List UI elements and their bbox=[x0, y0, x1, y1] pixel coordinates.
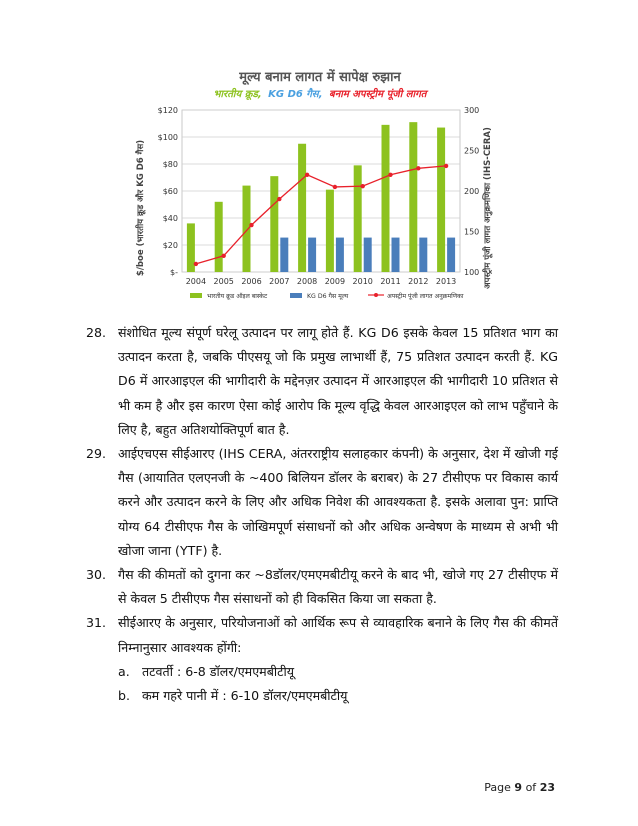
subtitle-gas: KG D6 गैस, bbox=[268, 89, 323, 100]
bar-gas-2013 bbox=[447, 238, 455, 272]
paragraph-29 bbox=[86, 442, 558, 563]
legend-label-0: भारतीय क्रूड ऑइल बास्केट bbox=[207, 293, 268, 300]
paragraph-28 bbox=[86, 321, 558, 442]
y2-tick-label: 250 bbox=[464, 146, 480, 156]
paragraph-31 bbox=[86, 611, 558, 659]
point-cost-2005 bbox=[222, 254, 226, 258]
body-text bbox=[86, 321, 558, 708]
point-cost-2012 bbox=[416, 166, 420, 170]
bar-gas-2012 bbox=[419, 238, 427, 272]
page-footer bbox=[484, 781, 555, 794]
footer-separator: of bbox=[522, 781, 540, 794]
paragraph-text: संशोधित मूल्य संपूर्ण घरेलू उत्पादन पर लागू होते हैं. KG D6 इसके केवल 15 प्रतिशत भाग का उत्पादन करता है, जबकि पीएसयू जो कि प्रमुख लाभार्थी हैं, 75 प्रतिशत उत्पादन करती हैं. KG D6 में आरआइएल की भागीदारी के मद्देनज़र उत्पादन में आरआइएल की भागीदारी 10 प्रतिशत से भी कम है और इस कारण ऐसा कोई आरोप कि मूल्य वृद्धि केवल आरआइएल को लाभ पहुँचाने के लिए है, बहुत अतिशयोक्तिपूर्ण बात है. bbox=[118, 325, 558, 437]
footer-total-pages: 23 bbox=[539, 781, 555, 794]
chart-legend bbox=[190, 292, 464, 300]
subitem-text: कम गहरे पानी में : 6-10 डॉलर/एमएमबीटीयू bbox=[142, 688, 348, 704]
subtitle-cost: बनाम अपस्ट्रीम पूंजी लागत bbox=[328, 89, 427, 100]
point-cost-2011 bbox=[388, 173, 392, 177]
subitem-text: तटवर्ती : 6-8 डॉलर/एमएमबीटीयू bbox=[142, 663, 295, 679]
paragraph-30 bbox=[86, 563, 558, 611]
y2-tick-label: 150 bbox=[464, 227, 480, 237]
bar-gas-2010 bbox=[364, 238, 372, 272]
y2-tick-label: 200 bbox=[464, 187, 480, 196]
point-cost-2004 bbox=[194, 262, 198, 266]
bar-crude-2005 bbox=[215, 202, 223, 272]
y-tick-label: $80 bbox=[162, 160, 178, 169]
x-tick-label: 2008 bbox=[296, 277, 318, 286]
bar-crude-2008 bbox=[298, 144, 306, 272]
bar-crude-2013 bbox=[437, 128, 445, 272]
subitem-marker: a. bbox=[118, 663, 130, 679]
y-tick-label: $60 bbox=[162, 187, 178, 196]
subitem-a bbox=[86, 660, 558, 684]
paragraph-text: आईएचएस सीईआरए (IHS CERA, अंतरराष्ट्रीय सलाहकार कंपनी) के अनुसार, देश में खोजी गई गैस (आयातित एलएनजी के ~400 बिलियन डॉलर के बराबर) के 27 टीसीएफ पर विकास कार्य करने और उत्पादन करने के लिए और अधिक निवेश की आवश्यकता है. इसके अलावा पुन: प्राप्ति योग्य 64 टीसीएफ गैस के जोखिमपूर्ण संसाधनों को और अधिक अन्वेषण के माध्यम से अभी भी खोजा जाना (YTF) है. bbox=[118, 446, 558, 558]
paragraph-number: 31. bbox=[86, 615, 107, 631]
bar-gas-2008 bbox=[308, 238, 316, 272]
price-vs-cost-chart bbox=[130, 58, 500, 320]
paragraph-number: 30. bbox=[86, 567, 107, 583]
legend-marker-2 bbox=[374, 293, 378, 297]
point-cost-2009 bbox=[333, 185, 337, 189]
x-tick-label: 2012 bbox=[408, 277, 429, 286]
bar-gas-2007 bbox=[280, 238, 288, 272]
x-tick-label: 2013 bbox=[435, 277, 457, 286]
bar-crude-2012 bbox=[409, 122, 417, 272]
y-tick-label: $120 bbox=[157, 106, 178, 115]
y-tick-label: $100 bbox=[157, 133, 178, 142]
point-cost-2008 bbox=[305, 173, 309, 177]
paragraph-number: 28. bbox=[86, 325, 107, 340]
x-tick-label: 2006 bbox=[241, 277, 262, 286]
point-cost-2010 bbox=[361, 184, 365, 188]
x-tick-label: 2005 bbox=[213, 277, 234, 286]
point-cost-2006 bbox=[249, 223, 253, 227]
y2-tick-label: 100 bbox=[464, 268, 480, 277]
x-tick-label: 2010 bbox=[352, 277, 373, 286]
x-tick-label: 2004 bbox=[185, 277, 207, 286]
subitem-marker: b. bbox=[118, 688, 130, 704]
point-cost-2007 bbox=[277, 197, 281, 201]
y2-tick-label: 300 bbox=[464, 106, 480, 115]
subitem-b bbox=[86, 684, 558, 708]
y-axis-label: $/boe (भारतीय क्रूड और KG D6 गैस) bbox=[136, 139, 146, 277]
chart-title: मूल्य बनाम लागत में सापेक्ष रुझान bbox=[239, 70, 401, 85]
paragraph-text: सीईआरए के अनुसार, परियोजनाओं को आर्थिक रूप से व्यावहारिक बनाने के लिए गैस की कीमतें निम्नानुसार आवश्यक होंगी: bbox=[118, 615, 558, 655]
bar-crude-2004 bbox=[187, 223, 195, 272]
legend-label-2: अपस्ट्रीम पूंजी लागत अनुक्रमणिका bbox=[387, 293, 464, 300]
y2-axis-label: अपस्ट्रीम पूंजी लागत अनुक्रमणिका (IHS-CERA) bbox=[483, 127, 493, 289]
x-tick-label: 2009 bbox=[324, 277, 346, 286]
paragraph-text: गैस की कीमतों को दुगना कर ~8डॉलर/एमएमबीटीयू करने के बाद भी, खोजे गए 27 टीसीएफ में से केवल 5 टीसीएफ गैस संसाधनों को ही विकसित किया जा सकता है. bbox=[118, 567, 558, 607]
bar-crude-2007 bbox=[270, 176, 278, 272]
bar-crude-2006 bbox=[243, 186, 251, 272]
chart-svg bbox=[130, 58, 500, 320]
footer-current-page: 9 bbox=[514, 781, 523, 794]
y-tick-label: $40 bbox=[162, 214, 178, 223]
bar-gas-2009 bbox=[336, 238, 344, 272]
x-tick-label: 2007 bbox=[269, 277, 290, 286]
y-tick-label: $20 bbox=[162, 241, 178, 250]
subtitle-crude: भारतीय क्रूड, bbox=[213, 89, 262, 100]
footer-prefix: Page bbox=[484, 781, 515, 794]
bar-crude-2010 bbox=[354, 165, 362, 272]
y-tick-label: $- bbox=[170, 268, 178, 277]
legend-swatch-0 bbox=[190, 293, 202, 298]
bar-crude-2009 bbox=[326, 190, 334, 272]
legend-label-1: KG D6 गैस मूल्य bbox=[307, 293, 349, 300]
legend-swatch-1 bbox=[290, 293, 302, 298]
point-cost-2013 bbox=[444, 164, 448, 168]
bar-crude-2011 bbox=[382, 125, 390, 272]
bar-gas-2011 bbox=[392, 238, 400, 272]
x-tick-label: 2011 bbox=[380, 277, 401, 286]
chart-subtitle bbox=[214, 87, 429, 101]
paragraph-number: 29. bbox=[86, 446, 107, 462]
plot-area bbox=[158, 106, 480, 286]
